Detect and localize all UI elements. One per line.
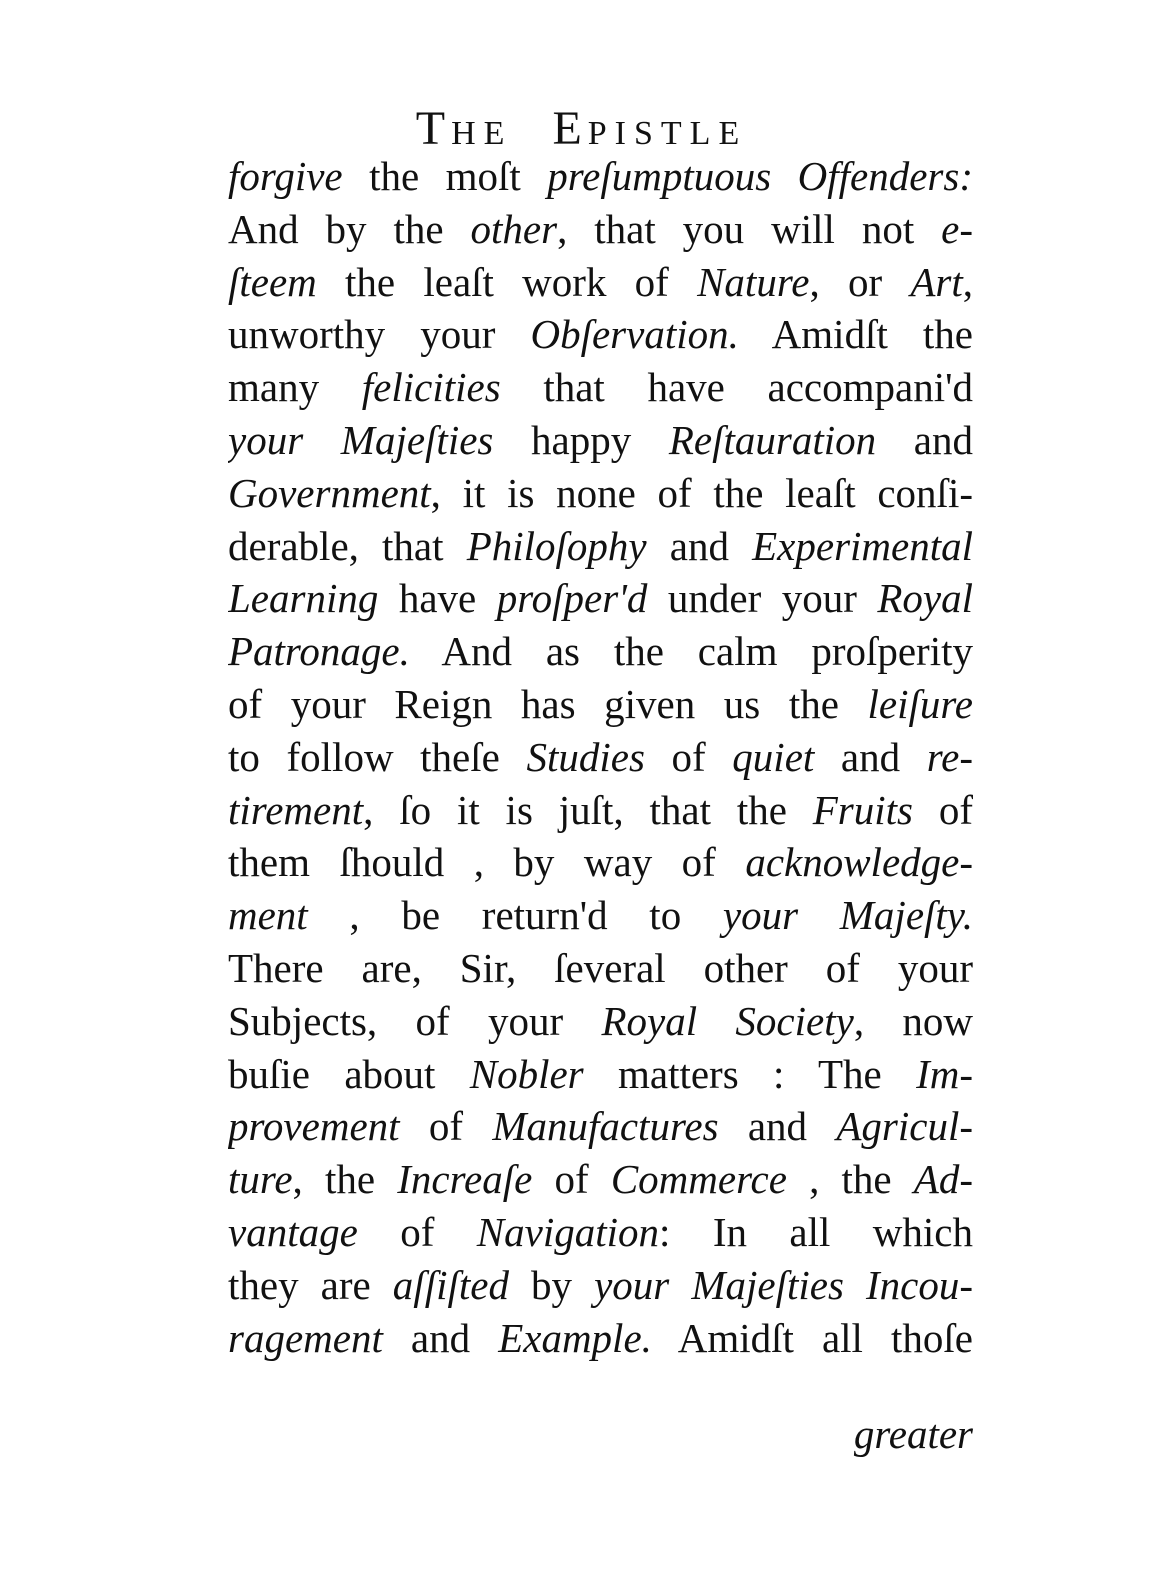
text-line xyxy=(228,1206,973,1259)
italic-run: e- xyxy=(941,205,973,252)
text-run: the leaſt work of xyxy=(316,258,698,305)
italic-run: tirement xyxy=(228,786,364,833)
italic-run: your Majeſties Incou- xyxy=(594,1261,973,1308)
text-run: , that you will not xyxy=(557,205,942,252)
text-run: matters : The xyxy=(583,1050,917,1097)
text-run: many xyxy=(228,364,362,411)
italic-run: Fruits xyxy=(812,786,914,833)
text-run: and xyxy=(646,522,753,569)
text-run: Amidſt all thoſe xyxy=(651,1314,973,1361)
text-line xyxy=(228,731,973,784)
italic-run: Agricul- xyxy=(836,1103,973,1150)
text-line xyxy=(228,625,973,678)
italic-run: Studies xyxy=(526,733,645,780)
italic-run: Ad- xyxy=(913,1156,973,1203)
italic-run: preſumptuous Offenders: xyxy=(547,153,973,199)
text-line xyxy=(228,520,973,573)
text-line xyxy=(228,1100,973,1153)
text-run: of xyxy=(532,1156,611,1203)
text-line xyxy=(228,150,973,203)
text-run: and xyxy=(718,1103,837,1150)
italic-run: other xyxy=(470,205,558,252)
italic-run: forgive xyxy=(228,153,343,199)
text-run: , ſo it is juſt, that the xyxy=(363,786,813,833)
text-line xyxy=(228,256,973,309)
italic-run: your Majeſties xyxy=(228,416,494,463)
text-line xyxy=(228,784,973,837)
text-line xyxy=(228,1153,973,1206)
italic-run: quiet xyxy=(732,733,815,780)
running-head-cap-1: T xyxy=(415,102,452,155)
text-run: of xyxy=(399,1103,493,1150)
text-run: There are, Sir, ſeveral other of your xyxy=(228,944,973,991)
italic-run: Nature xyxy=(697,258,810,305)
text-run: they are xyxy=(228,1261,393,1308)
text-line xyxy=(228,414,973,467)
text-line xyxy=(228,678,973,731)
text-run: unworthy your xyxy=(228,311,531,358)
italic-run: proſper'd xyxy=(496,575,648,622)
text-run: , or xyxy=(809,258,911,305)
text-run: of xyxy=(913,786,973,833)
text-line xyxy=(228,995,973,1048)
running-head-rest-1: HE xyxy=(451,115,513,152)
italic-run: your Majeſty. xyxy=(722,892,973,939)
text-line xyxy=(228,467,973,520)
body-text xyxy=(228,150,973,1364)
italic-run: acknowledge- xyxy=(745,839,973,886)
italic-run: provement xyxy=(228,1103,400,1150)
text-line xyxy=(228,308,973,361)
text-run: And by the xyxy=(228,205,471,252)
italic-run: Art xyxy=(910,258,963,305)
text-run: , xyxy=(962,258,973,305)
text-run: and xyxy=(876,416,973,463)
text-line xyxy=(228,1312,973,1365)
italic-run: ſteem xyxy=(228,258,317,305)
text-run: of xyxy=(644,733,733,780)
running-head-rest-2: PISTLE xyxy=(587,115,748,152)
running-head-cap-2: E xyxy=(552,102,588,155)
text-line xyxy=(228,836,973,889)
text-line xyxy=(228,889,973,942)
italic-run: aſſiſted xyxy=(392,1261,509,1308)
italic-run: vantage xyxy=(228,1208,358,1255)
italic-run: Navigation xyxy=(476,1208,660,1255)
text-run: have xyxy=(378,575,497,622)
text-run: Amidſt the xyxy=(738,311,973,358)
text-run: , now xyxy=(853,997,973,1044)
italic-run: ragement xyxy=(228,1314,383,1361)
text-run: of your Reign has given us the xyxy=(228,680,868,727)
italic-run: Royal Society xyxy=(601,997,854,1044)
italic-run: Commerce xyxy=(610,1156,787,1203)
italic-run: felicities xyxy=(361,364,501,411)
text-run: that have accompani'd xyxy=(500,364,973,411)
text-run: , the xyxy=(292,1156,398,1203)
text-line xyxy=(228,572,973,625)
italic-run: re- xyxy=(926,733,973,780)
text-run: them ſhould , by way of xyxy=(228,839,746,886)
text-line xyxy=(228,942,973,995)
text-run: And as the calm proſperity xyxy=(409,628,973,675)
text-run: happy xyxy=(493,416,669,463)
italic-run: Manufactures xyxy=(492,1103,719,1150)
text-run: buſie about xyxy=(228,1050,470,1097)
italic-run: Patronage. xyxy=(228,628,410,675)
italic-run: Nobler xyxy=(469,1050,584,1097)
text-run: : In all which xyxy=(659,1208,973,1255)
text-run: , the xyxy=(786,1156,914,1203)
italic-run: Learning xyxy=(228,575,379,622)
italic-run: leiſure xyxy=(867,680,973,727)
text-run: under your xyxy=(647,575,878,622)
italic-run: Reſtauration xyxy=(668,416,877,463)
text-run: , it is none of the leaſt conſi- xyxy=(430,469,973,516)
text-run: Subjects, of your xyxy=(228,997,602,1044)
italic-run: Increaſe xyxy=(397,1156,533,1203)
italic-run: ture xyxy=(228,1156,293,1203)
text-line xyxy=(228,203,973,256)
text-line xyxy=(228,361,973,414)
italic-run: ment xyxy=(228,892,308,939)
italic-run: Obſervation. xyxy=(530,311,739,358)
text-run: , be return'd to xyxy=(307,892,723,939)
italic-run: Royal xyxy=(877,575,973,622)
text-run: of xyxy=(357,1208,477,1255)
text-run: and xyxy=(382,1314,499,1361)
text-run: derable, that xyxy=(228,522,467,569)
italic-run: Experimental xyxy=(752,522,973,569)
italic-run: Government xyxy=(228,469,431,516)
catchword: greater xyxy=(853,1411,973,1457)
text-run: by xyxy=(508,1261,595,1308)
italic-run: Example. xyxy=(498,1314,652,1361)
text-run: and xyxy=(814,733,927,780)
text-run: to follow theſe xyxy=(228,733,527,780)
text-run: the moſt xyxy=(342,153,548,199)
italic-run: Philoſophy xyxy=(466,522,647,569)
text-line xyxy=(228,1048,973,1101)
text-line xyxy=(228,1259,973,1312)
italic-run: Im- xyxy=(916,1050,973,1097)
